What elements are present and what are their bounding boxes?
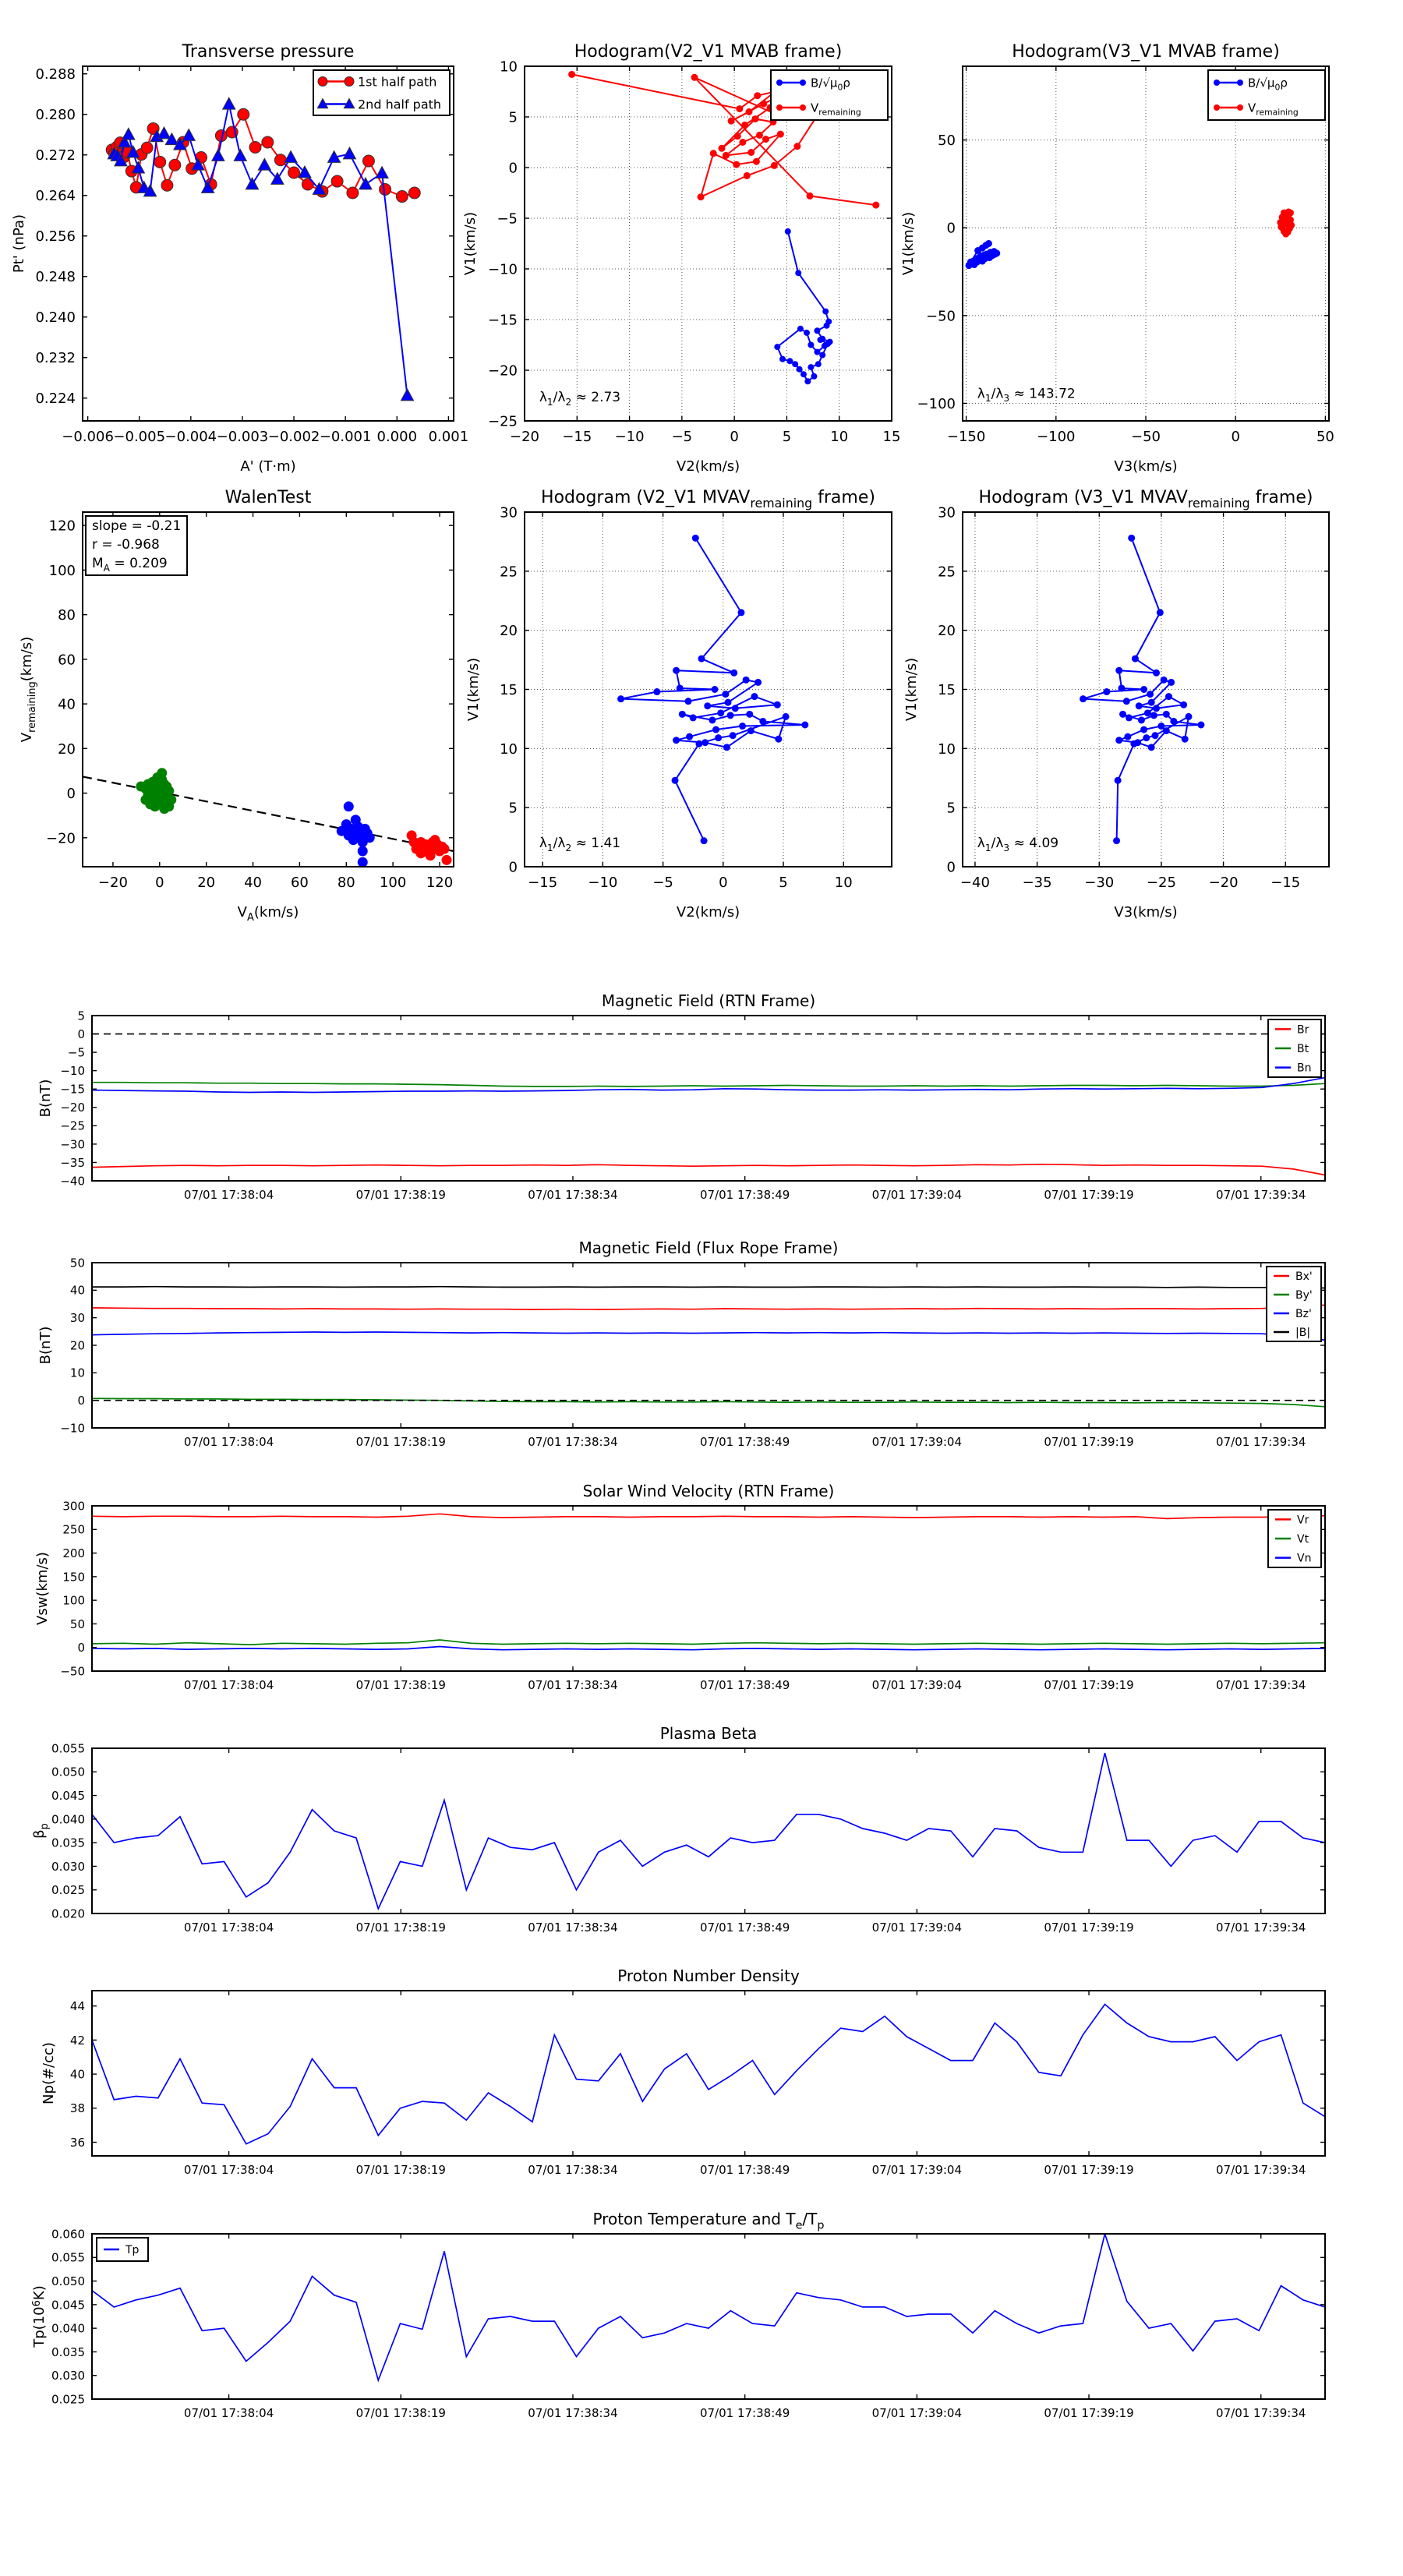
x-tick-label: 07/01 17:38:19 xyxy=(355,1435,446,1449)
y-tick-label: 20 xyxy=(58,740,76,758)
y-axis-label: B(nT) xyxy=(37,1079,54,1118)
x-tick-label: 07/01 17:38:34 xyxy=(528,2406,618,2420)
panel-walen-test xyxy=(19,488,454,924)
y-tick-label: 80 xyxy=(58,607,76,624)
y-tick-label: −20 xyxy=(60,1101,85,1115)
x-tick-label: 07/01 17:39:34 xyxy=(1216,1921,1306,1935)
y-axis-label: Vsw(km/s) xyxy=(34,1552,51,1625)
x-tick-label: 07/01 17:38:19 xyxy=(355,2163,446,2177)
y-tick-label: 0.025 xyxy=(51,2392,85,2407)
x-tick-label: 07/01 17:38:04 xyxy=(183,1435,274,1449)
x-tick-label: −20 xyxy=(510,429,539,445)
y-tick-label: 20 xyxy=(938,623,956,640)
panel-hodogram-v2v1-mvav xyxy=(465,488,892,921)
info-line: r = -0.968 xyxy=(92,537,160,553)
y-tick-label: −20 xyxy=(46,830,76,847)
y-tick-label: 0.035 xyxy=(51,1836,85,1850)
x-tick-label: 07/01 17:38:49 xyxy=(699,1188,790,1202)
y-tick-label: 0 xyxy=(508,160,518,177)
x-tick-label: 07/01 17:39:04 xyxy=(871,1188,963,1202)
panel-title: WalenTest xyxy=(224,488,312,507)
y-tick-label: 250 xyxy=(62,1522,85,1537)
x-tick-label: −10 xyxy=(614,429,645,445)
x-tick-label: 07/01 17:39:04 xyxy=(871,1435,963,1449)
x-tick-label: 07/01 17:38:34 xyxy=(528,1435,618,1449)
annotation-lambda-ratio: $\lambda_1/\lambda_2 \approx 2.73$ xyxy=(539,389,621,408)
x-tick-label: −35 xyxy=(1022,875,1052,891)
legend-label: Bz' xyxy=(1295,1308,1312,1321)
x-tick-label: 07/01 17:38:04 xyxy=(183,1188,274,1202)
y-tick-label: 0.030 xyxy=(51,1859,85,1874)
x-axis-label: V2(km/s) xyxy=(676,904,740,921)
y-tick-label: 44 xyxy=(69,1999,85,2014)
legend-label: Vn xyxy=(1297,1552,1312,1565)
y-tick-label: 0.232 xyxy=(35,350,76,367)
info-line: $M_A = 0.209$ xyxy=(92,556,168,574)
x-tick-label: 07/01 17:38:34 xyxy=(528,2163,618,2177)
panel-plasma-beta xyxy=(31,1724,1325,1935)
y-tick-label: −15 xyxy=(60,1082,85,1097)
y-axis-label: Np(#/cc) xyxy=(41,2042,57,2104)
y-axis-label: Pt' (nPa) xyxy=(11,214,27,274)
legend-label: Tp xyxy=(125,2244,140,2257)
y-tick-label: 15 xyxy=(500,681,518,698)
x-tick-label: 07/01 17:39:19 xyxy=(1044,2406,1134,2420)
x-tick-label: −15 xyxy=(1270,875,1301,891)
x-tick-label: 120 xyxy=(426,875,454,891)
x-tick-label: 07/01 17:38:19 xyxy=(355,2406,446,2420)
y-axis-label: B(nT) xyxy=(37,1326,54,1365)
y-tick-label: 0.050 xyxy=(51,2274,85,2288)
legend-label: Vt xyxy=(1297,1533,1309,1546)
panel-title: Solar Wind Velocity (RTN Frame) xyxy=(582,1482,835,1500)
panel-title: Magnetic Field (RTN Frame) xyxy=(601,991,816,1010)
legend-label: |B| xyxy=(1295,1327,1311,1340)
y-tick-label: 5 xyxy=(946,800,956,817)
panel-hodogram-v3v1-mvav xyxy=(903,488,1329,921)
y-tick-label: −5 xyxy=(67,1045,85,1060)
y-axis-label: V1(km/s) xyxy=(462,211,479,276)
panel-title: Hodogram(V2_V1 MVAB frame) xyxy=(574,42,843,62)
x-tick-label: 07/01 17:38:04 xyxy=(183,2406,274,2420)
panel-magnetic-field-rtn xyxy=(37,991,1325,1202)
x-tick-label: 07/01 17:38:49 xyxy=(699,1435,790,1449)
y-tick-label: 120 xyxy=(48,518,76,535)
panel-title: Hodogram (V2_V1 $MVAV_{remaining}$ frame) xyxy=(541,488,875,511)
y-tick-label: −10 xyxy=(60,1421,85,1436)
y-tick-label: −50 xyxy=(60,1664,85,1679)
y-tick-label: 0.272 xyxy=(35,147,76,164)
panel-magnetic-field-flux-rope xyxy=(37,1239,1325,1449)
y-tick-label: 0 xyxy=(508,859,518,876)
y-tick-label: 0.040 xyxy=(51,2321,85,2336)
x-tick-label: 07/01 17:39:04 xyxy=(871,1921,963,1935)
x-tick-label: 07/01 17:38:34 xyxy=(528,1188,618,1202)
panel-proton-number-density xyxy=(41,1966,1325,2177)
y-tick-label: 100 xyxy=(48,562,76,579)
x-axis-label: V3(km/s) xyxy=(1114,904,1178,921)
x-tick-label: 07/01 17:38:34 xyxy=(528,1921,618,1935)
y-tick-label: 0.035 xyxy=(51,2345,85,2359)
x-tick-label: 10 xyxy=(834,875,853,891)
y-axis-label: $Tp(10^6K)$ xyxy=(31,2285,48,2348)
info-line: slope = -0.21 xyxy=(92,518,182,534)
x-tick-label: −0.002 xyxy=(267,429,320,445)
x-tick-label: −50 xyxy=(1131,429,1161,445)
legend-label: $B/√\mu_0\rho$ xyxy=(811,76,850,93)
x-tick-label: 07/01 17:38:49 xyxy=(699,1921,790,1935)
y-tick-label: 0.040 xyxy=(51,1812,85,1827)
y-tick-label: −40 xyxy=(60,1174,85,1189)
x-tick-label: 0.000 xyxy=(376,429,418,445)
y-tick-label: 25 xyxy=(938,564,956,581)
x-tick-label: 07/01 17:39:04 xyxy=(871,2163,963,2177)
y-tick-label: 40 xyxy=(69,1283,85,1298)
x-axis-label: A' (T·m) xyxy=(240,458,296,475)
y-tick-label: 50 xyxy=(69,1617,85,1631)
y-tick-label: 200 xyxy=(62,1546,85,1560)
y-tick-label: 0 xyxy=(77,1394,85,1408)
x-tick-label: −40 xyxy=(959,875,990,891)
x-tick-label: 15 xyxy=(882,429,901,445)
x-tick-label: 07/01 17:39:34 xyxy=(1216,2163,1306,2177)
y-axis-label: V1(km/s) xyxy=(903,657,920,722)
panel-hodogram-v3v1-mvab xyxy=(900,42,1334,475)
x-tick-label: 50 xyxy=(1316,429,1334,445)
y-axis-label: $V_{remaining}(km/s)$ xyxy=(19,636,38,743)
panel-title: Transverse pressure xyxy=(182,42,355,62)
legend-label: $V_{remaining}$ xyxy=(811,101,861,118)
x-tick-label: −5 xyxy=(671,429,693,445)
legend-label: 1st half path xyxy=(358,74,437,90)
y-tick-label: 50 xyxy=(938,133,956,150)
y-tick-label: 10 xyxy=(938,740,956,758)
y-tick-label: 0.045 xyxy=(51,2298,85,2313)
panel-transverse-pressure xyxy=(11,42,468,475)
x-tick-label: 5 xyxy=(779,875,788,891)
x-tick-label: 07/01 17:39:34 xyxy=(1216,1435,1306,1449)
y-tick-label: 0.256 xyxy=(35,228,76,246)
x-tick-label: 07/01 17:38:19 xyxy=(355,1921,446,1935)
x-tick-label: −0.001 xyxy=(319,429,372,445)
legend-label: Br xyxy=(1297,1023,1309,1037)
x-tick-label: 07/01 17:38:04 xyxy=(183,2163,274,2177)
y-axis-label: V1(km/s) xyxy=(465,657,482,722)
x-tick-label: 0 xyxy=(730,429,739,445)
y-tick-label: 20 xyxy=(500,623,518,640)
legend-label: Bn xyxy=(1297,1062,1312,1075)
x-tick-label: 07/01 17:38:49 xyxy=(699,1678,790,1692)
y-tick-label: 300 xyxy=(62,1499,85,1514)
x-tick-label: 20 xyxy=(197,875,216,891)
panel-proton-temperature xyxy=(31,2210,1325,2420)
y-tick-label: 0 xyxy=(77,1027,85,1041)
x-tick-label: −30 xyxy=(1084,875,1115,891)
y-tick-label: 25 xyxy=(500,564,518,581)
y-tick-label: −25 xyxy=(488,413,518,430)
x-tick-label: −20 xyxy=(97,875,128,891)
x-tick-label: 07/01 17:39:34 xyxy=(1216,2406,1306,2420)
y-tick-label: 10 xyxy=(500,58,518,76)
y-tick-label: 40 xyxy=(58,696,76,713)
x-tick-label: 07/01 17:39:34 xyxy=(1216,1678,1306,1692)
y-tick-label: 150 xyxy=(62,1570,85,1585)
y-tick-label: −25 xyxy=(60,1118,85,1133)
legend-label: $B/√\mu_0\rho$ xyxy=(1248,76,1288,93)
y-tick-label: 30 xyxy=(500,504,518,521)
x-tick-label: −0.006 xyxy=(62,429,114,445)
x-tick-label: 07/01 17:39:19 xyxy=(1044,1921,1134,1935)
panel-title: Plasma Beta xyxy=(659,1724,758,1743)
y-tick-label: 0.045 xyxy=(51,1788,85,1803)
x-tick-label: −20 xyxy=(1208,875,1239,891)
x-tick-label: −5 xyxy=(652,875,673,891)
x-tick-label: 07/01 17:39:19 xyxy=(1044,1435,1134,1449)
x-tick-label: 80 xyxy=(337,875,355,891)
x-tick-label: 07/01 17:38:34 xyxy=(528,1678,618,1692)
y-tick-label: 5 xyxy=(508,109,518,126)
y-tick-label: 0.288 xyxy=(35,66,76,83)
y-tick-label: 0.055 xyxy=(51,2250,85,2265)
y-tick-label: 0 xyxy=(946,859,956,876)
x-tick-label: −15 xyxy=(562,429,592,445)
x-tick-label: −0.005 xyxy=(113,429,166,445)
y-axis-label: V1(km/s) xyxy=(900,211,917,276)
panel-title: Proton Temperature and $T_e/T_p$ xyxy=(592,2210,825,2232)
annotation-lambda-ratio: $\lambda_1/\lambda_3 \approx 143.72$ xyxy=(977,386,1076,405)
x-tick-label: 0 xyxy=(1231,429,1240,445)
legend-box xyxy=(1267,1267,1321,1341)
x-tick-label: −150 xyxy=(946,429,986,445)
legend-label: Bt xyxy=(1297,1043,1309,1056)
y-tick-label: 0.055 xyxy=(51,1741,85,1756)
annotation-lambda-ratio: $\lambda_1/\lambda_2 \approx 1.41$ xyxy=(539,835,621,853)
y-tick-label: 30 xyxy=(938,504,956,521)
y-tick-label: 0 xyxy=(66,786,76,803)
y-tick-label: 0.060 xyxy=(51,2227,85,2242)
y-tick-label: 100 xyxy=(62,1593,85,1608)
y-tick-label: −30 xyxy=(60,1137,85,1152)
y-tick-label: 5 xyxy=(508,800,518,817)
y-tick-label: 0.025 xyxy=(51,1883,85,1898)
x-tick-label: 07/01 17:39:04 xyxy=(871,1678,963,1692)
x-tick-label: −25 xyxy=(1146,875,1176,891)
x-tick-label: −0.003 xyxy=(216,429,269,445)
x-tick-label: −0.004 xyxy=(164,429,217,445)
y-tick-label: −15 xyxy=(488,312,518,329)
y-tick-label: 42 xyxy=(69,2033,85,2048)
y-tick-label: 10 xyxy=(69,1366,85,1380)
x-tick-label: 5 xyxy=(782,429,792,445)
x-tick-label: 07/01 17:38:19 xyxy=(355,1188,446,1202)
y-tick-label: 40 xyxy=(69,2067,85,2082)
x-axis-label: $V_A(km/s)$ xyxy=(237,904,299,924)
y-tick-label: 0.280 xyxy=(35,107,76,124)
y-tick-label: 0.248 xyxy=(35,269,76,286)
x-axis-label: V3(km/s) xyxy=(1114,458,1178,475)
x-tick-label: −100 xyxy=(1037,429,1076,445)
y-tick-label: 0.240 xyxy=(35,309,76,327)
y-tick-label: 5 xyxy=(77,1009,85,1023)
y-tick-label: 0 xyxy=(77,1641,85,1655)
x-tick-label: 10 xyxy=(830,429,849,445)
panel-title: Proton Number Density xyxy=(617,1966,800,1985)
y-tick-label: −100 xyxy=(917,395,956,412)
y-tick-label: 0.224 xyxy=(35,390,76,408)
x-tick-label: 07/01 17:38:19 xyxy=(355,1678,446,1692)
y-tick-label: 20 xyxy=(69,1338,85,1353)
x-tick-label: 0 xyxy=(155,875,164,891)
x-tick-label: 07/01 17:38:49 xyxy=(699,2406,790,2420)
y-tick-label: 30 xyxy=(69,1311,85,1326)
x-tick-label: −10 xyxy=(588,875,618,891)
panel-title: Magnetic Field (Flux Rope Frame) xyxy=(578,1239,839,1257)
y-tick-label: 0.020 xyxy=(51,1906,85,1921)
panel-solar-wind-velocity xyxy=(34,1482,1325,1692)
x-tick-label: 07/01 17:38:04 xyxy=(183,1921,274,1935)
x-tick-label: 40 xyxy=(244,875,262,891)
legend-label: By' xyxy=(1295,1289,1313,1302)
x-tick-label: 07/01 17:38:49 xyxy=(699,2163,790,2177)
legend-label: Bx' xyxy=(1295,1270,1313,1284)
x-tick-label: 07/01 17:39:19 xyxy=(1044,1188,1134,1202)
y-tick-label: 36 xyxy=(69,2135,85,2150)
y-tick-label: 0.050 xyxy=(51,1765,85,1779)
panel-hodogram-v2v1-mvab xyxy=(462,42,900,475)
legend-label: 2nd half path xyxy=(358,97,442,112)
legend-label: Vr xyxy=(1297,1514,1309,1527)
y-tick-label: 0.264 xyxy=(35,188,76,205)
y-tick-label: −35 xyxy=(60,1155,85,1170)
x-tick-label: 07/01 17:38:04 xyxy=(183,1678,274,1692)
panel-title: Hodogram (V3_V1 $MVAV_{remaining}$ frame) xyxy=(978,488,1313,511)
x-tick-label: 60 xyxy=(290,875,309,891)
y-tick-label: 50 xyxy=(69,1256,85,1270)
y-tick-label: 0.030 xyxy=(51,2369,85,2383)
legend-label: $V_{remaining}$ xyxy=(1248,101,1299,118)
y-tick-label: −10 xyxy=(60,1064,85,1079)
y-tick-label: 60 xyxy=(58,652,76,669)
x-tick-label: 07/01 17:39:19 xyxy=(1044,1678,1134,1692)
panel-title: Hodogram(V3_V1 MVAB frame) xyxy=(1012,42,1280,62)
x-tick-label: 07/01 17:39:19 xyxy=(1044,2163,1134,2177)
x-tick-label: 0.001 xyxy=(428,429,469,445)
x-tick-label: 07/01 17:39:34 xyxy=(1216,1188,1306,1202)
x-axis-label: V2(km/s) xyxy=(676,458,740,475)
y-tick-label: −50 xyxy=(926,308,956,325)
x-tick-label: 0 xyxy=(719,875,728,891)
x-tick-label: −15 xyxy=(528,875,558,891)
y-tick-label: −5 xyxy=(497,210,518,228)
y-tick-label: 15 xyxy=(938,681,956,698)
y-tick-label: −10 xyxy=(488,261,518,278)
x-tick-label: 07/01 17:39:04 xyxy=(871,2406,963,2420)
y-tick-label: 10 xyxy=(500,740,518,758)
y-axis-label: $\beta_p$ xyxy=(31,1823,51,1839)
y-tick-label: 0 xyxy=(946,220,956,237)
y-tick-label: 38 xyxy=(69,2101,85,2116)
annotation-lambda-ratio: $\lambda_1/\lambda_3 \approx 4.09$ xyxy=(977,835,1059,853)
y-tick-label: −20 xyxy=(488,362,518,380)
x-tick-label: 100 xyxy=(379,875,407,891)
